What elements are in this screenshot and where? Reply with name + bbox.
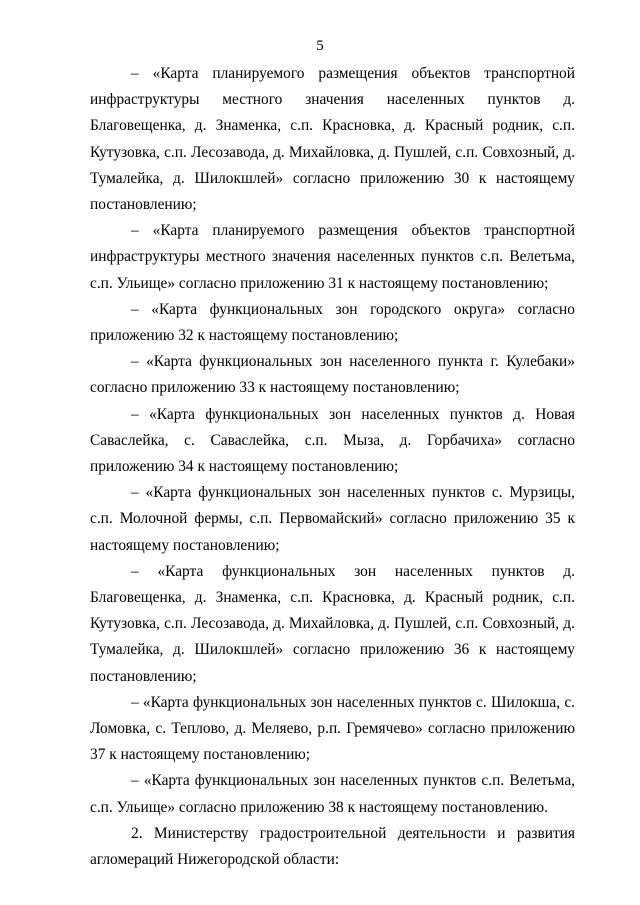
list-item-map-functional-zones-kulebaki: – «Карта функциональных зон населенного пункта г. Кулебаки» согласно приложению 33 к настоящему постановлению; — [90, 353, 575, 397]
list-item-map-functional-zones-city-district: – «Карта функциональных зон городского округа» согласно приложению 32 к настоящему постановлению; — [90, 300, 575, 345]
list-item-map-transport-infrastructure-veletma: – «Карта планируемого размещения объектов транспортной инфраструктуры местного значения населенных пунктов с.п. Велетьма, с.п. Ульище» согласно приложению 31 к настоящему постановлению; — [90, 222, 575, 292]
list-item-map-functional-zones-veletma: – «Карта функциональных зон населенных пунктов с.п. Велетьма, с.п. Ульище» согласно приложению 38 к настоящему постановлению. — [90, 772, 575, 816]
list-item-map-functional-zones-murzitsy: – «Карта функциональных зон населенных пунктов с. Мурзицы, с.п. Молочной фермы, с.п. Первомайский» согласно приложению 35 к настоящему постановлению; — [90, 484, 575, 554]
list-item-map-transport-infrastructure-blagoveshchenka: – «Карта планируемого размещения объектов транспортной инфраструктуры местного значения населенных пунктов д. Благовещенка, д. Знаменка, с.п. Красновка, д. Красный родник, с.п. Кутузовка, с.п. Лесозавода, д. Михайловка, д. Пушлей, с.п. Совхозный, д. Тумалейка, д. Шилокшлей» согласно приложению 30 к настоящему постановлению; — [90, 65, 575, 214]
page-number: 5 — [316, 38, 324, 54]
list-item-map-functional-zones-blagoveshchenka: – «Карта функциональных зон населенных пунктов д. Благовещенка, д. Знаменка, с.п. Красновка, д. Красный родник, с.п. Кутузовка, с.п. Лесозавода, д. Михайловка, д. Пушлей, с.п. Совхозный, д. Тумалейка, д. Шилокшлей» согласно приложению 36 к настоящему постановлению; — [90, 562, 575, 685]
list-item-map-functional-zones-savasleyka: – «Карта функциональных зон населенных пунктов д. Новая Саваслейка, с. Саваслейка, с.п. Мыза, д. Горбачиха» согласно приложению 34 к настоящему постановлению; — [90, 405, 575, 476]
clause-2-ministry-instructions: 2. Министерству градостроительной деятельности и развития агломераций Нижегородской области: — [90, 824, 575, 869]
document-body — [90, 61, 575, 873]
list-item-map-functional-zones-shiloksha: – «Карта функциональных зон населенных пунктов с. Шилокша, с. Ломовка, с. Теплово, д. Меляево, р.п. Гремячево» согласно приложению 37 к настоящему постановлению; — [90, 693, 575, 764]
